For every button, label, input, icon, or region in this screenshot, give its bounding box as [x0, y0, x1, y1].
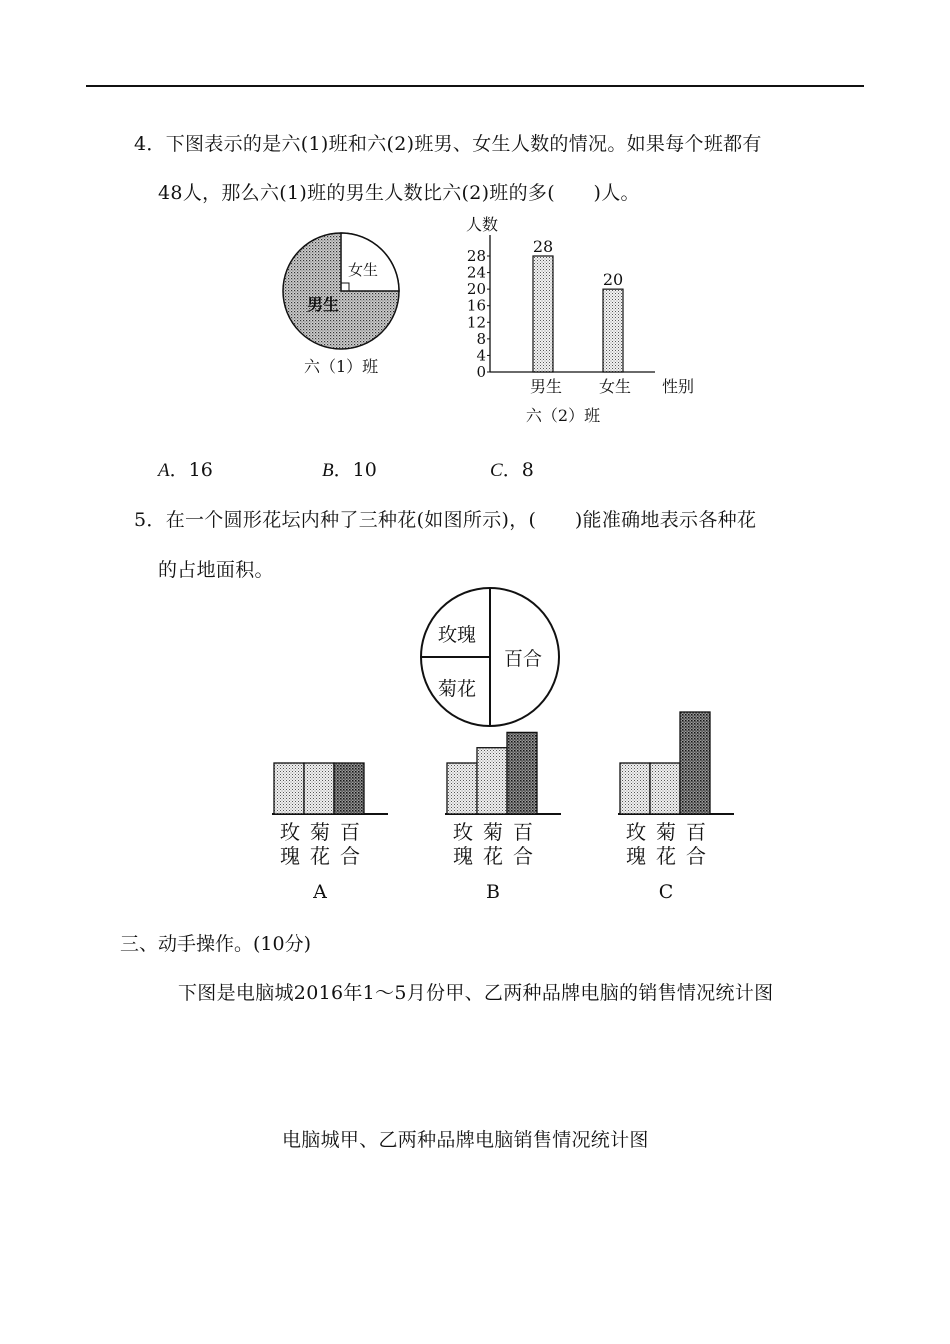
option-bar-label-chrysanthemum: 花 — [656, 844, 676, 868]
bar-ytick-label: 12 — [466, 313, 486, 332]
option-letter: B — [322, 460, 334, 481]
class2-bar-chart — [466, 215, 694, 425]
option-bar-label-rose: 玫 — [453, 820, 473, 844]
bar-caption: 六（2）班 — [525, 406, 601, 425]
option-letter: A — [158, 460, 170, 481]
option-bar-chrysanthemum — [304, 763, 334, 814]
flower-bed-diagram — [421, 588, 559, 726]
pie-caption: 六（1）班 — [304, 357, 379, 376]
q4-figure — [270, 215, 720, 430]
option-bar-lily — [334, 763, 364, 814]
option-text: ．8 — [502, 459, 534, 481]
bar-ytick-label: 4 — [476, 346, 486, 365]
option-bar-label-rose: 瑰 — [626, 844, 646, 868]
option-bar-label-rose: 瑰 — [280, 844, 300, 868]
bar-ytick-label: 24 — [466, 263, 486, 282]
option-bar-lily — [507, 732, 537, 814]
option-bar-rose — [620, 763, 650, 814]
option-bar-rose — [447, 763, 477, 814]
option-bar-label-lily: 合 — [686, 844, 706, 868]
option-bar-label-chrysanthemum: 花 — [310, 844, 330, 868]
bar-boy — [533, 256, 553, 372]
section3-chart-title: 电脑城甲、乙两种品牌电脑销售情况统计图 — [282, 1129, 649, 1151]
bar-category-boy: 男生 — [529, 377, 563, 396]
option-bar-label-chrysanthemum: 菊 — [656, 820, 676, 844]
q4-line2: 48人，那么六(1)班的男生人数比六(2)班的多( )人。 — [158, 182, 640, 204]
option-chart-a — [272, 763, 388, 903]
option-chart-b — [445, 732, 561, 903]
option-bar-label-chrysanthemum: 菊 — [483, 820, 503, 844]
option-bar-rose — [274, 763, 304, 814]
header-rule — [86, 85, 864, 87]
q4-option-b — [322, 455, 377, 482]
flower-bed-label-lily: 百合 — [503, 648, 543, 670]
option-bar-chrysanthemum — [650, 763, 680, 814]
option-bar-label-lily: 合 — [340, 844, 360, 868]
option-bar-label-chrysanthemum: 菊 — [310, 820, 330, 844]
bar-category-girl: 女生 — [598, 377, 632, 396]
bar-ytick-label: 20 — [466, 280, 486, 299]
flower-bed-label-rose: 玫瑰 — [437, 624, 477, 646]
bar-girl — [603, 289, 623, 372]
bar-ylabel: 人数 — [466, 215, 499, 234]
q4-option-c — [490, 455, 534, 482]
flower-bed-label-chrysanthemum: 菊花 — [437, 678, 477, 700]
option-chart-c — [618, 712, 734, 903]
option-letter: C — [490, 460, 503, 481]
bar-ytick-label: 8 — [476, 329, 486, 348]
option-bar-label-rose: 瑰 — [453, 844, 473, 868]
pie-label-girl: 女生 — [348, 261, 379, 279]
option-chart-letter: B — [486, 881, 500, 903]
q5-line2: 的占地面积。 — [158, 559, 274, 581]
option-chart-letter: C — [658, 881, 674, 903]
section3-intro: 下图是电脑城2016年1～5月份甲、乙两种品牌电脑的销售情况统计图 — [178, 982, 774, 1004]
option-bar-label-chrysanthemum: 花 — [483, 844, 503, 868]
option-bar-lily — [680, 712, 710, 814]
bar-ytick-label: 16 — [466, 296, 486, 315]
option-bar-label-rose: 玫 — [280, 820, 300, 844]
option-bar-chrysanthemum — [477, 748, 507, 814]
option-chart-letter: A — [313, 881, 327, 903]
q4-line1: 4．下图表示的是六(1)班和六(2)班男、女生人数的情况。如果每个班都有 — [134, 133, 762, 155]
bar-boy-value-label: 28 — [532, 237, 554, 256]
option-text: ．16 — [169, 459, 213, 481]
bar-girl-value-label: 20 — [602, 270, 624, 290]
option-bar-label-lily: 百 — [513, 820, 533, 844]
option-bar-label-lily: 百 — [340, 820, 360, 844]
q5-line1: 5．在一个圆形花坛内种了三种花(如图所示)，( )能准确地表示各种花 — [134, 509, 757, 531]
q4-option-a — [158, 455, 213, 482]
bar-xlabel: 性别 — [662, 377, 695, 396]
option-bar-label-lily: 合 — [513, 844, 533, 868]
bar-ytick-label: 0 — [476, 363, 486, 381]
q5-figure — [250, 585, 740, 905]
section3-heading: 三、动手操作。(10分) — [120, 933, 312, 955]
option-bar-label-lily: 百 — [686, 820, 706, 844]
pie-label-boy: 男生 — [307, 295, 340, 314]
class1-pie-chart — [283, 233, 399, 376]
option-bar-label-rose: 玫 — [626, 820, 646, 844]
option-text: ．10 — [333, 459, 377, 481]
bar-ytick-label: 28 — [466, 247, 486, 265]
